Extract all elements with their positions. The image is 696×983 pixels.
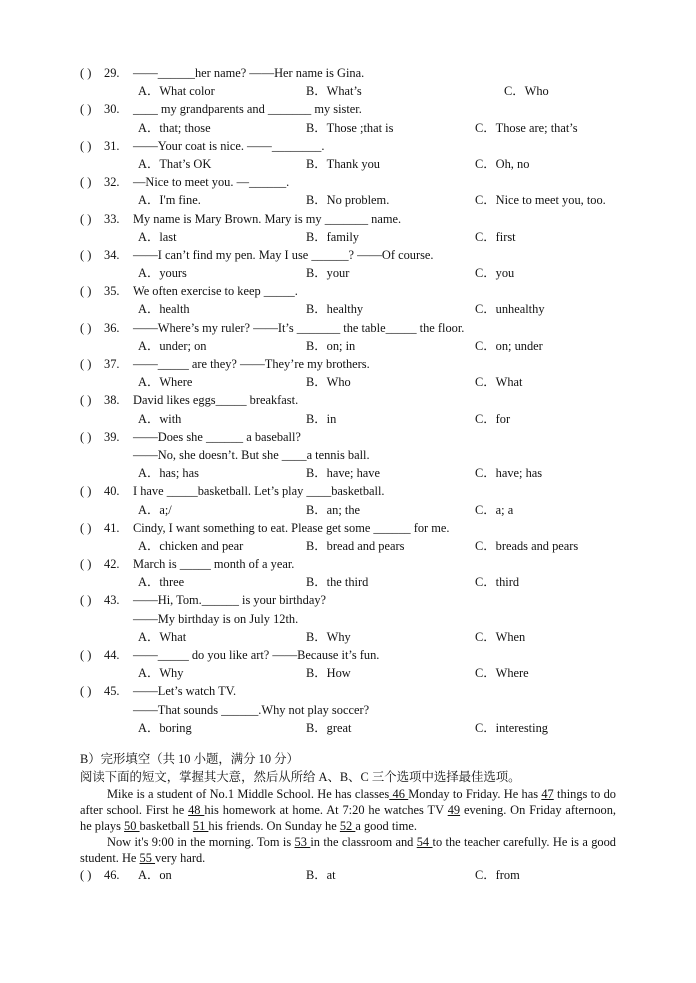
question-number: 41. [104,520,120,535]
options-row [80,628,620,646]
option-a[interactable]: A．Where [138,375,193,390]
question-text: We often exercise to keep _____. [133,284,298,299]
option-a[interactable]: A．health [138,302,190,317]
cloze-section [80,750,616,884]
question-number: 44. [104,648,120,662]
blank-number: 48 [188,803,205,817]
question-stem-continued [80,701,620,719]
option-b[interactable]: B．What’s [306,84,362,99]
option-a[interactable]: A．that; those [138,120,211,135]
question-text: ——That sounds ______.Why not play soccer? [133,702,370,717]
option-b[interactable]: B．have; have [306,466,380,481]
question-number: 36. [104,320,120,335]
option-b[interactable]: B．No problem. [306,193,390,208]
question-stem-row [80,210,620,228]
question-stem-row [80,64,620,82]
question-text: I have _____basketball. Let’s play ____basketball. [133,484,385,499]
question-stem-row [80,355,620,373]
option-a[interactable]: A．I'm fine. [138,193,201,208]
options-row [80,373,620,391]
question-number: 32. [104,175,120,190]
answer-bracket[interactable]: ( ) [80,66,92,80]
options-row [80,228,620,246]
answer-bracket[interactable]: ( ) [80,138,92,153]
question-stem-row [80,282,620,300]
options-row [80,464,620,482]
question-number: 33. [104,211,120,226]
answer-bracket[interactable]: ( ) [80,648,92,662]
blank-number: 53 [294,835,311,849]
answer-bracket[interactable]: ( ) [80,175,92,190]
options-row [80,119,620,137]
passage-text: a good time. [355,819,417,833]
question-number: 35. [104,284,120,299]
question-list [80,64,620,737]
passage-text: things to do after school. First he [80,787,616,817]
option-b[interactable]: B．Why [306,629,351,644]
option-b[interactable]: B．How [306,666,351,681]
question-number: 46. [104,868,120,882]
options-row [80,573,620,591]
option-c[interactable]: C．have; has [475,466,543,481]
blank-number: 51 [192,819,209,833]
option-a[interactable]: A．has; has [138,466,199,481]
option-a[interactable]: A．last [138,229,177,244]
question-number: 45. [104,684,120,699]
option-b[interactable]: B．at [306,868,336,882]
question-number: 29. [104,66,120,80]
blank-number: 46 [389,787,409,801]
passage-text: Monday to Friday. He has [408,787,542,801]
option-a[interactable]: A．a;/ [138,502,172,517]
answer-bracket[interactable]: ( ) [80,211,92,226]
question-text: ——_____ are they? ——They’re my brothers. [133,357,370,371]
question-number: 43. [104,593,120,608]
answer-bracket[interactable]: ( ) [80,429,92,444]
passage-paragraph-2 [80,834,616,866]
option-a[interactable]: A．three [138,575,185,590]
option-a[interactable]: A．What [138,629,187,644]
question-number: 38. [104,393,120,408]
question-stem-row [80,482,620,500]
blank-number: 55 [139,851,156,865]
options-row [80,300,620,318]
passage-text: basketball [139,819,193,833]
option-c[interactable]: C．interesting [475,720,548,735]
question-text: David likes eggs_____ breakfast. [133,393,299,408]
question-stem-row [80,100,620,118]
options-row [80,664,620,682]
question-text: ——Your coat is nice. ——________. [133,138,325,153]
question-text: ——No, she doesn’t. But she ____a tennis ball. [133,447,370,462]
option-b[interactable]: B．family [306,229,359,244]
options-row [80,82,620,100]
option-a[interactable]: A．chicken and pear [138,538,244,553]
question-stem-row [80,682,620,700]
option-b[interactable]: B．Who [306,375,351,390]
answer-bracket[interactable]: ( ) [80,868,92,882]
option-c[interactable]: C．Where [475,666,529,681]
option-c[interactable]: C．Nice to meet you, too. [475,193,606,208]
answer-bracket[interactable]: ( ) [80,557,92,572]
option-b[interactable]: B．great [306,720,352,735]
question-number: 39. [104,429,120,444]
options-row [80,264,620,282]
question-46 [80,866,616,884]
passage-text: in the classroom and [310,835,417,849]
passage-text: his homework at home. At 7:20 he watches TV [204,803,448,817]
question-text: —Nice to meet you. —______. [133,175,290,190]
blank-number: 54 [416,835,433,849]
question-text: ——Where’s my ruler? ——It’s _______ the table_____ the floor. [133,320,465,335]
question-stem-row [80,519,620,537]
option-c[interactable]: C．a; a [475,502,514,517]
question-stem-row [80,137,620,155]
answer-bracket[interactable]: ( ) [80,520,92,535]
question-text: ——Let’s watch TV. [133,684,237,699]
option-c[interactable]: C．unhealthy [475,302,545,317]
options-row [80,537,620,555]
answer-bracket[interactable]: ( ) [80,593,92,608]
question-text: ——Does she ______ a baseball? [133,429,301,444]
question-text: ——I can’t find my pen. May I use ______? ——Of course. [133,247,434,262]
options-row [80,719,620,737]
answer-bracket[interactable]: ( ) [80,102,92,117]
question-text: ____ my grandparents and _______ my sister. [133,102,362,117]
question-stem-row [80,246,620,264]
question-number: 37. [104,357,120,371]
options-row [80,155,620,173]
option-a[interactable]: A．boring [138,720,192,735]
option-b[interactable]: B．an; the [306,502,361,517]
option-a[interactable]: A．What color [138,84,215,99]
option-c[interactable]: C．first [475,229,516,244]
option-c[interactable]: C．Who [504,84,549,99]
answer-bracket[interactable]: ( ) [80,684,92,699]
passage-text: evening. On Friday afternoon, he plays [80,803,616,833]
blank-number: 50 [124,819,140,833]
option-a[interactable]: A．under; on [138,338,207,353]
question-text: March is _____ month of a year. [133,557,295,572]
options-row [80,410,620,428]
option-c[interactable]: C．you [475,266,515,281]
question-stem-row [80,173,620,191]
option-c[interactable]: C．from [475,868,520,882]
option-c[interactable]: C．for [475,411,511,426]
passage-text: to the teacher carefully. He is a good student. He [80,835,617,865]
passage-paragraph-1 [80,786,616,834]
option-b[interactable]: B．your [306,266,350,281]
options-row [80,501,620,519]
question-text: ——Hi, Tom.______ is your birthday? [133,593,327,608]
answer-bracket[interactable]: ( ) [80,247,92,262]
option-b[interactable]: B．bread and pears [306,538,405,553]
option-c[interactable]: C．Oh, no [475,156,530,171]
question-text: ——_____ do you like art? ——Because it’s fun. [133,648,380,662]
option-b[interactable]: B．in [306,411,337,426]
question-stem-continued [80,446,620,464]
question-text: ——My birthday is on July 12th. [133,611,299,626]
question-text: My name is Mary Brown. Mary is my _______ name. [133,211,402,226]
passage-text: Mike is a student of No.1 Middle School. He has classes [107,787,390,801]
option-a[interactable]: A．That’s OK [138,156,212,171]
question-number: 34. [104,247,120,262]
option-a[interactable]: A．yours [138,266,187,281]
option-c[interactable]: C．What [475,375,523,390]
passage-text: Now it's 9:00 in the morning. Tom is [107,835,295,849]
option-c[interactable]: C．on; under [475,338,543,353]
question-stem-row [80,428,620,446]
passage-text: very hard. [155,851,206,865]
option-a[interactable]: A．Why [138,666,184,681]
option-a[interactable]: A．with [138,411,182,426]
option-b[interactable]: B．healthy [306,302,364,317]
options-row [80,191,620,209]
passage-text: his friends. On Sunday he [208,819,340,833]
option-c[interactable]: C．Those are; that’s [475,120,578,135]
section-instruction: 阅读下面的短文，掌握其大意，然后从所给 A、B、C 三个选项中选择最佳选项。 [80,770,521,784]
question-stem-row [80,555,620,573]
section-title: B）完形填空（共 10 小题，满分 10 分） [80,752,299,766]
question-stem-row [80,319,620,337]
question-text: ——______her name? ——Her name is Gina. [133,66,365,80]
option-c[interactable]: C．breads and pears [475,538,579,553]
question-stem-row [80,646,620,664]
option-b[interactable]: B．on; in [306,338,356,353]
option-b[interactable]: B．Thank you [306,156,380,171]
question-stem-row [80,391,620,409]
options-row [80,337,620,355]
question-text: Cindy, I want something to eat. Please get some ______ for me. [133,520,450,535]
question-stem-row [80,591,620,609]
answer-bracket[interactable]: ( ) [80,320,92,335]
question-stem-continued [80,610,620,628]
question-number: 31. [104,138,120,153]
blank-number: 47 [541,787,554,801]
answer-bracket[interactable]: ( ) [80,484,92,499]
answer-bracket[interactable]: ( ) [80,393,92,408]
option-a[interactable]: A．on [138,868,172,882]
option-b[interactable]: B．Those ;that is [306,120,394,135]
question-number: 40. [104,484,120,499]
option-b[interactable]: B．the third [306,575,369,590]
option-c[interactable]: C．third [475,575,520,590]
blank-number: 52 [339,819,356,833]
question-number: 42. [104,557,120,572]
blank-number: 49 [447,803,461,817]
answer-bracket[interactable]: ( ) [80,284,92,299]
option-c[interactable]: C．When [475,629,526,644]
question-number: 30. [104,102,120,117]
answer-bracket[interactable]: ( ) [80,357,92,371]
